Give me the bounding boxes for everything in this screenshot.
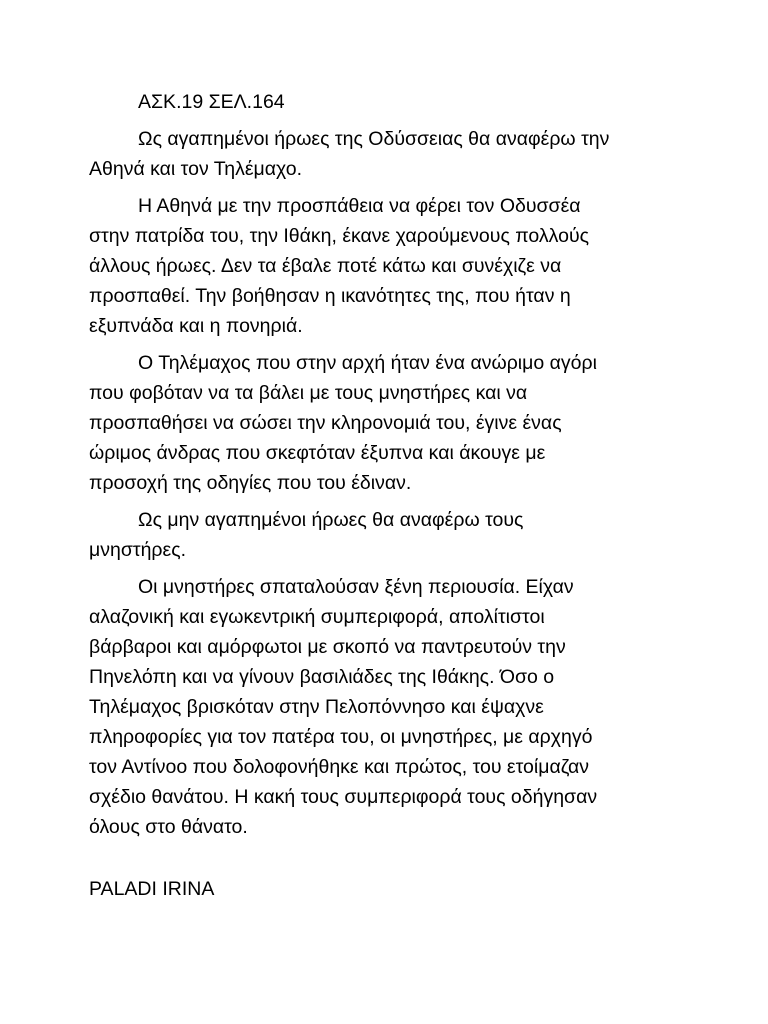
paragraph-line: όλους στο θάνατο. xyxy=(89,816,248,838)
paragraph-line: Τηλέμαχος βρισκόταν στην Πελοπόννησο και έψαχνε xyxy=(89,696,544,718)
paragraph-line: άλλους ήρωες. Δεν τα έβαλε ποτέ κάτω και συνέχιζε να xyxy=(89,255,562,277)
heading-line: ΑΣΚ.19 ΣΕΛ.164 xyxy=(138,91,285,113)
paragraph-line: Ως αγαπημένοι ήρωες της Οδύσσειας θα αναφέρω την xyxy=(138,128,610,150)
paragraph-line: Αθηνά και τον Τηλέμαχο. xyxy=(89,158,303,180)
paragraph-line: Η Αθηνά με την προσπάθεια να φέρει τον Οδυσσέα xyxy=(138,195,581,217)
paragraph-4 xyxy=(89,505,689,565)
paragraph-line: που φοβόταν να τα βάλει με τους μνηστήρες και να xyxy=(89,382,528,404)
paragraph-line: μνηστήρες. xyxy=(89,539,187,561)
author-signature: PALADI IRINA xyxy=(89,878,215,900)
paragraph-5 xyxy=(89,572,689,842)
paragraph-line: Οι μνηστήρες σπαταλούσαν ξένη περιουσία. Είχαν xyxy=(138,576,574,598)
paragraph-line: σχέδιο θανάτου. Η κακή τους συμπεριφορά τους οδήγησαν xyxy=(89,786,598,808)
paragraph-line: προσπαθήσει να σώσει την κληρονομιά του, έγινε ένας xyxy=(89,412,562,434)
paragraph-1 xyxy=(89,124,689,184)
paragraph-line: αλαζονική και εγωκεντρική συμπεριφορά, απολίτιστοι xyxy=(89,606,545,628)
heading xyxy=(89,87,689,117)
paragraph-line: τον Αντίνοο που δολοφονήθηκε και πρώτος, του ετοίμαζαν xyxy=(89,756,590,778)
paragraph-line: στην πατρίδα του, την Ιθάκη, έκανε χαρούμενους πολλούς xyxy=(89,225,590,247)
paragraph-line: ώριμος άνδρας που σκεφτόταν έξυπνα και άκουγε με xyxy=(89,442,546,464)
paragraph-line: πληροφορίες για τον πατέρα του, οι μνηστήρες, με αρχηγό xyxy=(89,726,593,748)
paragraph-line: Ο Τηλέμαχος που στην αρχή ήταν ένα ανώριμο αγόρι xyxy=(138,352,597,374)
paragraph-line: Ως μην αγαπημένοι ήρωες θα αναφέρω τους xyxy=(138,509,524,531)
paragraph-line: προσπαθεί. Την βοήθησαν η ικανότητες της, που ήταν η xyxy=(89,285,571,307)
paragraph-line: εξυπνάδα και η πονηριά. xyxy=(89,315,303,337)
paragraph-line: προσοχή της οδηγίες που του έδιναν. xyxy=(89,472,412,494)
paragraph-2 xyxy=(89,191,689,341)
paragraph-line: βάρβαροι και αμόρφωτοι με σκοπό να παντρευτούν την xyxy=(89,636,566,658)
document-body xyxy=(89,87,689,849)
paragraph-line: Πηνελόπη και να γίνουν βασιλιάδες της Ιθάκης. Όσο ο xyxy=(89,666,555,688)
paragraph-3 xyxy=(89,348,689,498)
